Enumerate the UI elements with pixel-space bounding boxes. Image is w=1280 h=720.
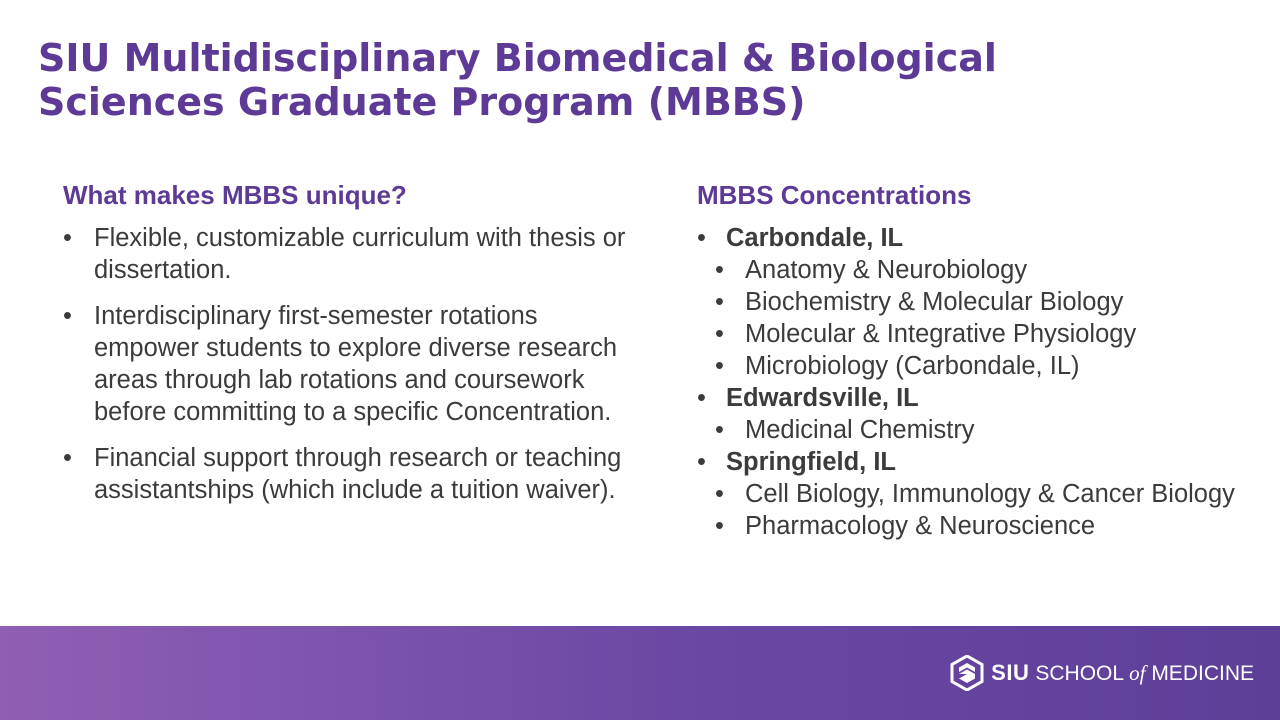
concentration-item <box>697 478 1257 510</box>
unique-heading: What makes MBBS unique? <box>63 180 407 210</box>
concentration-text: Cell Biology, Immunology & Cancer Biology <box>745 480 1235 508</box>
concentration-text: Biochemistry & Molecular Biology <box>745 288 1124 316</box>
concentration-item <box>697 414 1257 446</box>
feature-item <box>63 300 633 428</box>
concentration-sublist <box>697 254 1257 382</box>
feature-item <box>63 222 633 286</box>
bullet-icon: • <box>697 384 706 412</box>
bullet-icon: • <box>697 448 706 476</box>
siu-hexagon-icon <box>950 655 984 691</box>
location-item-carbondale <box>697 222 1257 382</box>
feature-text: Flexible, customizable curriculum with thesis or dissertation. <box>94 224 626 284</box>
bullet-icon: • <box>715 320 724 348</box>
concentration-text: Medicinal Chemistry <box>745 416 975 444</box>
concentration-item <box>697 286 1257 318</box>
concentration-item <box>697 350 1257 382</box>
unique-features-list <box>63 222 633 506</box>
concentrations-list <box>697 222 1257 542</box>
bullet-icon: • <box>715 288 724 316</box>
bullet-icon: • <box>697 224 706 252</box>
bullet-icon: • <box>63 224 72 252</box>
concentration-text: Anatomy & Neurobiology <box>745 256 1028 284</box>
location-name: Edwardsville, IL <box>726 384 919 412</box>
concentration-text: Molecular & Integrative Physiology <box>745 320 1137 348</box>
logo-siu-text: SIU <box>991 660 1030 685</box>
bullet-icon: • <box>715 352 724 380</box>
concentration-sublist <box>697 414 1257 446</box>
feature-text: Financial support through research or teaching assistantships (which include a tuition waiver). <box>94 444 622 504</box>
location-item-springfield <box>697 446 1257 542</box>
title-line-2: Sciences Graduate Program (MBBS) <box>38 80 806 124</box>
feature-item <box>63 442 633 506</box>
concentration-item <box>697 510 1257 542</box>
location-name: Springfield, IL <box>726 448 896 476</box>
concentration-text: Pharmacology & Neuroscience <box>745 512 1096 540</box>
bullet-icon: • <box>715 480 724 508</box>
concentrations-heading: MBBS Concentrations <box>697 180 972 210</box>
title-line-1: SIU Multidisciplinary Biomedical & Biological <box>38 36 997 80</box>
bullet-icon: • <box>715 416 724 444</box>
logo-school-text: SCHOOL of MEDICINE <box>1035 660 1254 685</box>
location-item-edwardsville <box>697 382 1257 446</box>
siu-school-of-medicine-logo <box>950 655 1254 691</box>
concentration-text: Microbiology (Carbondale, IL) <box>745 352 1080 380</box>
bullet-icon: • <box>715 512 724 540</box>
feature-text: Interdisciplinary first-semester rotations empower students to explore diverse research areas through lab rotations and coursework before committing to a specific Concentration. <box>94 302 618 426</box>
unique-features-column <box>63 178 633 520</box>
slide-title <box>38 36 1238 124</box>
concentration-item <box>697 318 1257 350</box>
bullet-icon: • <box>63 444 72 472</box>
footer-band <box>0 626 1280 720</box>
concentration-item <box>697 254 1257 286</box>
location-name: Carbondale, IL <box>726 224 904 252</box>
concentration-sublist <box>697 478 1257 542</box>
bullet-icon: • <box>63 302 72 330</box>
bullet-icon: • <box>715 256 724 284</box>
concentrations-column <box>697 178 1257 542</box>
